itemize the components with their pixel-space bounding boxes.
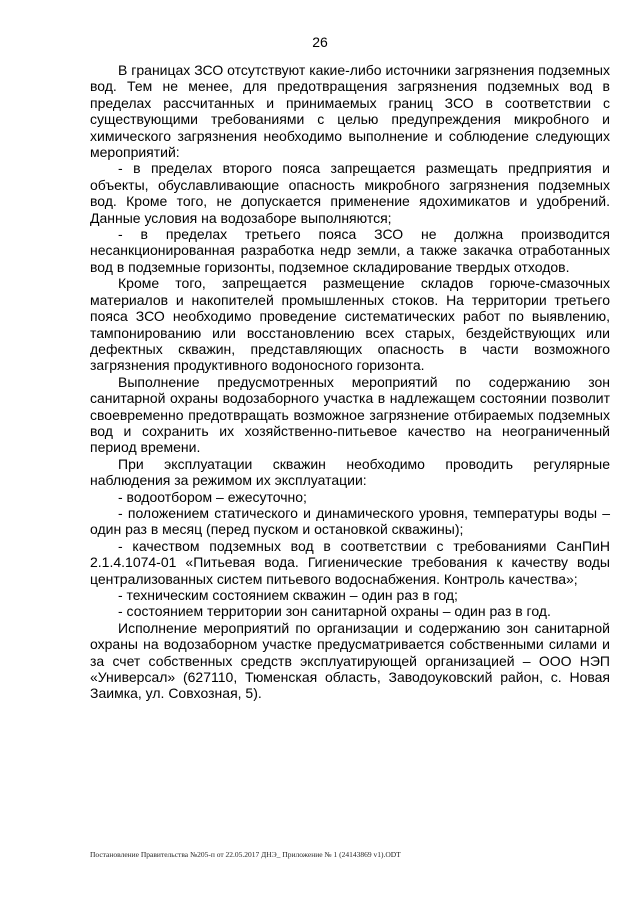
document-body — [90, 62, 610, 702]
page-footer: Постановление Правительства №205-п от 22.05.2017 ДНЭ_ Приложение № 1 (24143869 v1).ODT — [90, 850, 401, 859]
list-item-water-intake: - водоотбором – ежесуточно; — [118, 488, 307, 505]
paragraph-operator: Исполнение мероприятий по организации и содержанию зон санитарной охраны на водозаборном участке предусматривается собственными силами и за счет собственных средств эксплуатирующей организацией – ООО НЭП «Универсал» (627110, Тюменская область, Заводоуковский район, с. Новая Заимка, ул. Совхозная, 5). — [90, 619, 610, 702]
paragraph-zso-intro: В границах ЗСО отсутствуют какие-либо источники загрязнения подземных вод. Тем не менее, для предотвращения загрязнения подземных вод в пределах рассчитанных и принимаемых границ ЗСО в соответствии с существующими требованиями с целью предупреждения микробного и химического загрязнения необходимо выполнение и соблюдение следующих мероприятий: — [90, 62, 610, 161]
paragraph-storage-ban: Кроме того, запрещается размещение складов горюче-смазочных материалов и накопителей промышленных стоков. На территории третьего пояса ЗСО необходимо проведение систематических работ по выявлению, тампонированию или восстановлению всех старых, бездействующих или дефектных скважин, представляющих опасность в части возможного загрязнения продуктивного водоносного горизонта. — [90, 275, 610, 374]
list-item-water-quality: - качеством подземных вод в соответствии с требованиями СанПиН 2.1.4.1074-01 «Питьевая вода. Гигиенические требования к качеству воды централизованных систем питьевого водоснабжения. Контроль качества»; — [90, 537, 610, 587]
paragraph-monitoring-intro: При эксплуатации скважин необходимо проводить регулярные наблюдения за режимом их эксплуатации: — [90, 455, 610, 489]
list-item-well-condition: - техническим состоянием скважин – один раз в год; — [118, 587, 458, 603]
list-item-water-level: - положением статического и динамического уровня, температуры воды – один раз в месяц (перед пуском и остановкой скважины); — [90, 504, 610, 538]
paragraph-measures-effect: Выполнение предусмотренных мероприятий по содержанию зон санитарной охраны водозаборного участка в надлежащем состоянии позволит своевременно предотвращать возможное загрязнение отбираемых подземных вод и сохранить их хозяйственно-питьевое качество на неограниченный период времени. — [90, 373, 610, 456]
page-number: 26 — [312, 34, 328, 50]
list-item-territory-condition: - состоянием территории зон санитарной охраны – один раз в год. — [118, 603, 551, 620]
paragraph-second-belt: - в пределах второго пояса запрещается размещать предприятия и объекты, обуславливающие опасность микробного загрязнения подземных вод. Кроме того, не допускается применение ядохимикатов и удобрений. Данные условия на водозаборе выполняются; — [90, 160, 610, 226]
paragraph-third-belt: - в пределах третьего пояса ЗСО не должна производится несанкционированная разработка недр земли, а также закачка отработанных вод в подземные горизонты, подземное складирование твердых отходов. — [90, 226, 610, 275]
